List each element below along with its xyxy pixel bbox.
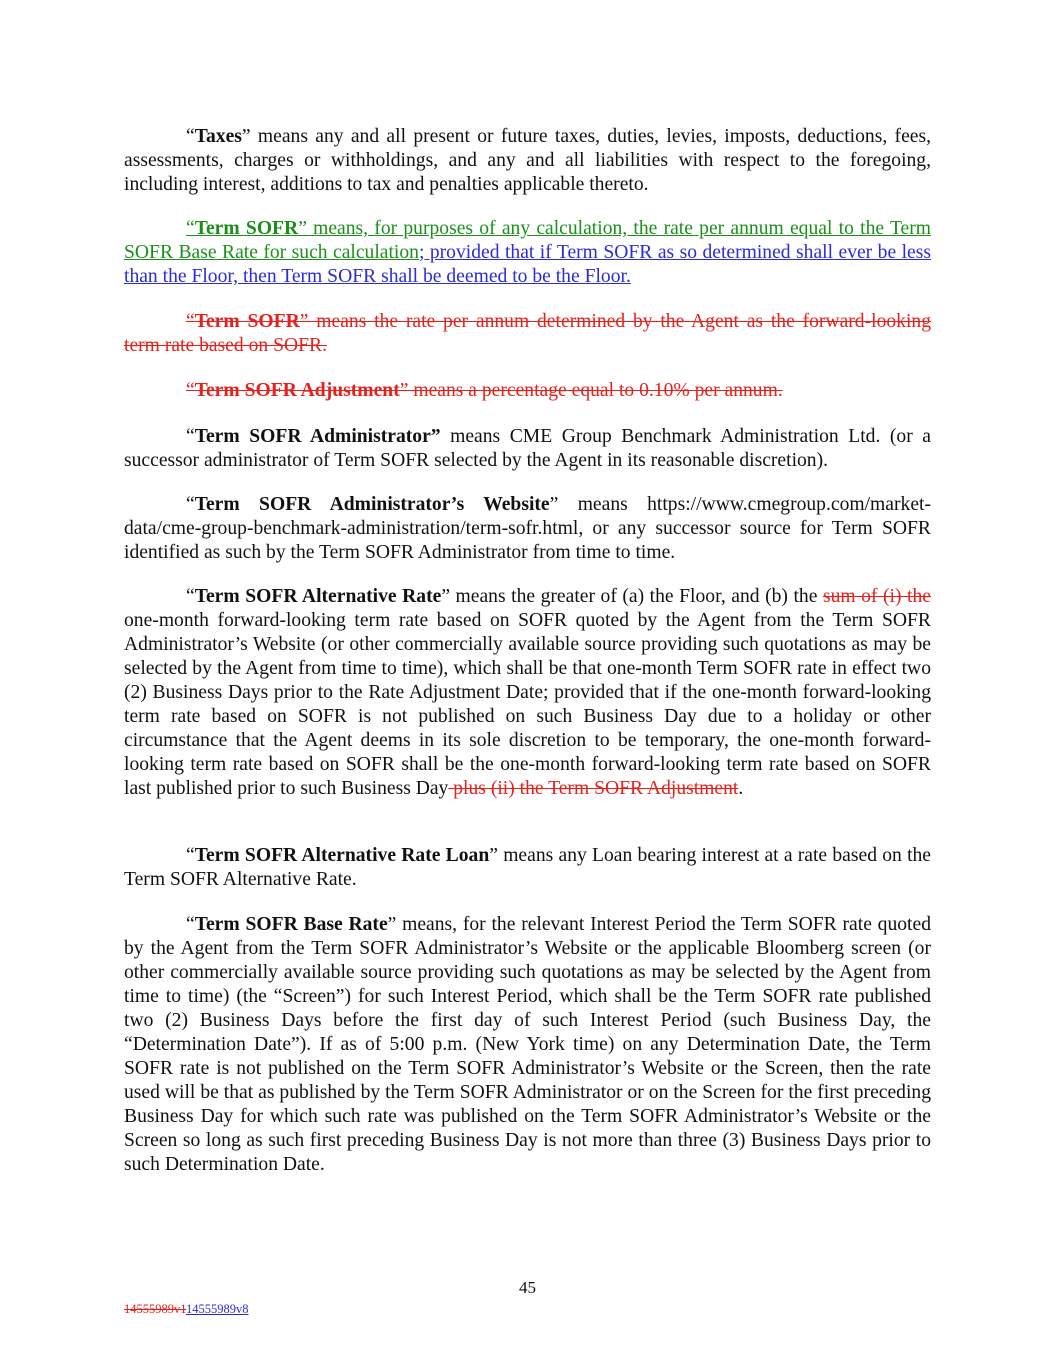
open-quote: “ bbox=[186, 494, 195, 515]
open-quote: “ bbox=[186, 586, 195, 607]
defined-term: Term SOFR Alternative Rate bbox=[194, 586, 442, 607]
definition-term-sofr-alternative-rate bbox=[124, 585, 931, 801]
definition-term-sofr-inserted bbox=[124, 217, 931, 289]
document-id-new: 14555989v8 bbox=[186, 1302, 249, 1316]
page-number: 45 bbox=[519, 1278, 536, 1297]
deleted-text: plus (ii) the Term SOFR Adjustment bbox=[448, 778, 739, 799]
definition-term-sofr-alternative-rate-loan bbox=[124, 844, 931, 892]
open-quote: “ bbox=[186, 845, 195, 866]
open-quote: “ bbox=[186, 380, 195, 401]
deleted-text bbox=[124, 311, 931, 356]
open-quote: “ bbox=[186, 914, 195, 935]
definition-text-continued: one-month forward-looking term rate based on SOFR quoted by the Agent from the Term SOFR Administrator’s Website (or other commercially available source providing such quotations as may be selected by the Agent from time to time), which shall be that one-month Term SOFR rate in effect two (2) Business Days prior to the Rate Adjustment Date; provided that if the one-month forward-looking term rate based on SOFR is not published on such Business Day due to a holiday or other circumstance that the Agent deems in its sole discretion to be temporary, the one-month forward-looking term rate based on SOFR shall be the one-month forward-looking term rate based on SOFR last published prior to such Business Day bbox=[124, 610, 931, 799]
definition-text: ” means https://www.cmegroup.com/market-data/cme-group-benchmark-administration/term-sofr.html, or any successor source for Term SOFR identified as such by the Term SOFR Administrator from time to time. bbox=[124, 494, 931, 563]
inserted-text-proviso: ; provided that if Term SOFR as so determined shall ever be less than the Floor, then Term SOFR shall be deemed to be the Floor. bbox=[124, 242, 931, 287]
definition-term-sofr-deleted bbox=[124, 310, 931, 358]
defined-term: Term SOFR Base Rate bbox=[194, 914, 388, 935]
defined-term: Term SOFR bbox=[194, 311, 300, 332]
defined-term: Term SOFR Adjustment bbox=[194, 380, 400, 401]
definition-text: ” means any Loan bearing interest at a rate based on the Term SOFR Alternative Rate. bbox=[124, 845, 932, 890]
deleted-text: sum of (i) the bbox=[822, 586, 931, 607]
definition-text: ” means the greater of (a) the Floor, and (b) the bbox=[441, 586, 823, 607]
defined-term: Term SOFR Administrator’s Website bbox=[194, 494, 550, 515]
defined-term: Term SOFR Alternative Rate Loan bbox=[194, 845, 490, 866]
open-quote: “ bbox=[186, 126, 195, 147]
definition-taxes bbox=[124, 125, 931, 197]
defined-term: Taxes bbox=[194, 126, 242, 147]
definition-text: ” means, for the relevant Interest Period the Term SOFR rate quoted by the Agent from the Term SOFR Administrator’s Website or the applicable Bloomberg screen (or other commercially available source providing such quotations as may be selected by the Agent from time to time) (the “Screen”) for such Interest Period, which shall be the Term SOFR rate published two (2) Business Days before the first day of such Interest Period (such Business Day, the “Determination Date”). If as of 5:00 p.m. (New York time) on any Determination Date, the Term SOFR rate is not published on the Term SOFR Administrator’s Website or the Screen, then the rate used will be that as published by the Term SOFR Administrator or on the Screen for the first preceding Business Day for which such rate was published on the Term SOFR Administrator’s Website or the Screen so long as such first preceding Business Day is not more than three (3) Business Days prior to such Determination Date. bbox=[124, 914, 931, 1175]
document-id-old: 14555989v1 bbox=[124, 1302, 187, 1316]
definition-text: ” means, for purposes of any calculation, the rate per annum equal to the Term SOFR Base Rate for such calculation bbox=[124, 218, 931, 263]
definition-text: means CME Group Benchmark Administration Ltd. (or a successor administrator of Term SOFR selected by the Agent in its reasonable discretion). bbox=[124, 426, 931, 471]
open-quote: “ bbox=[186, 426, 195, 447]
definition-text: ” means a percentage equal to 0.10% per annum. bbox=[399, 380, 783, 401]
definition-text: ” means any and all present or future taxes, duties, levies, imposts, deductions, fees, assessments, charges or withholdings, and any and all liabilities with respect to the foregoing, including interest, additions to tax and penalties applicable thereto. bbox=[124, 126, 931, 195]
definition-text: ” means the rate per annum determined by the Agent as the forward-looking term rate based on SOFR. bbox=[124, 311, 932, 356]
definition-term-sofr-base-rate bbox=[124, 913, 931, 1177]
definition-term-sofr-administrator-website bbox=[124, 493, 931, 565]
definition-term-sofr-adjustment-deleted bbox=[124, 379, 931, 403]
open-quote: “ bbox=[186, 218, 195, 239]
definition-end: . bbox=[738, 778, 744, 799]
deleted-text bbox=[186, 380, 783, 401]
document-id bbox=[124, 1297, 249, 1321]
defined-term: Term SOFR Administrator” bbox=[194, 426, 441, 447]
definition-term-sofr-administrator bbox=[124, 425, 931, 473]
open-quote: “ bbox=[186, 311, 195, 332]
defined-term: Term SOFR bbox=[194, 218, 299, 239]
